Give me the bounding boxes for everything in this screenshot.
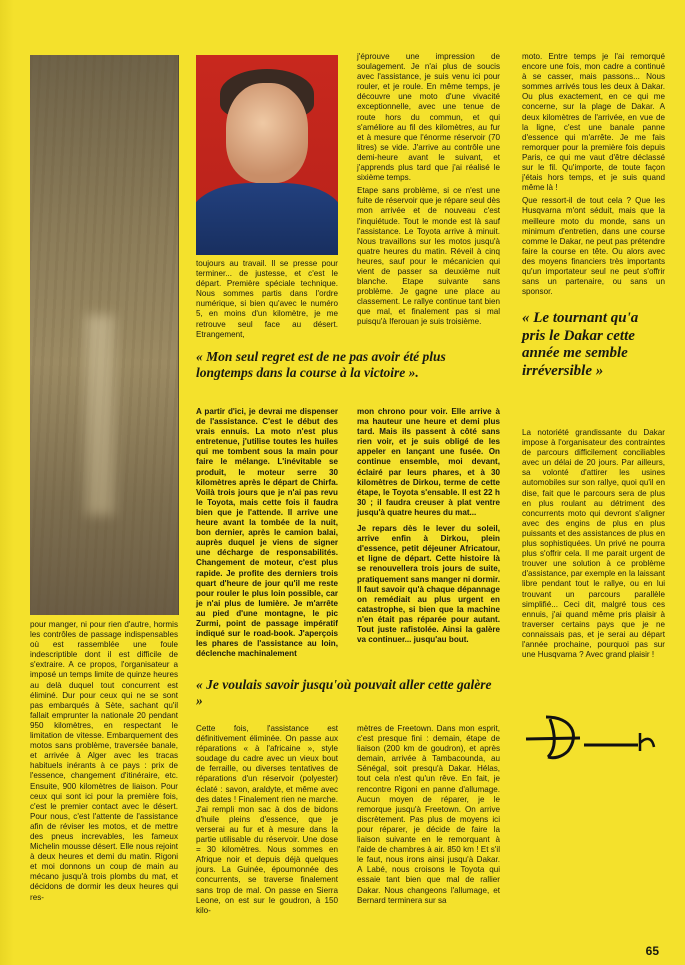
page-number: 65 — [645, 944, 659, 958]
portrait-suit — [196, 183, 338, 255]
text-column-4-top — [522, 52, 665, 300]
paragraph: A partir d'ici, je devrai me dispenser de l'assistance. C'est le début des vrais ennuis. La moto n'est plus entretenue, j'utilise toutes les huiles qui me tombent sous la main pour faire le mélange. L'inévitable se produit, le moteur serre 30 kilomètres après le départ de Chirfa. Voilà trois jours que je n'ai pas revu le Toyota, mais cette fois il faudra bien que je l'attende. Il arrive une heure avant la tombée de la nuit, bon dernier, après le camion balai, auprès duquel je viens de signer une décharge de responsabilités. Changement de moteur, c'est plus rapide. Je profite des derniers trois quart d'heure de jour qu'il me reste pour rouler le plus loin possible, car je n'ai plus de lumière. Je m'arrête au pied d'une montagne, le pic Zurmi, point de passage impératif indiqué sur le road-book. J'aperçois les phares de l'assistance au loin, déclenche machinalement — [196, 407, 338, 659]
page-edge — [0, 0, 14, 965]
desert-photo — [30, 55, 179, 615]
photo-highlight — [86, 315, 114, 515]
text-under-portrait — [196, 259, 338, 343]
text-column-3-bottom — [357, 724, 500, 909]
pull-quote-galere: « Je voulais savoir jusqu'où pouvait aller cette galère » — [196, 677, 492, 708]
paragraph: Que ressort-il de tout cela ? Que les Husqvarna m'ont séduit, mais que la meilleure moto du monde, sans un minimum d'entretien, dans une course comme le Dakar, ne peut pas prétendre faire la course en tête. Ou alors avec des moyens financiers très importants qu'un importateur seul ne peut s'offrir sans un partenaire, ou sans un sponsor. — [522, 196, 665, 297]
rider-portrait-photo — [196, 55, 338, 255]
paragraph: La notoriété grandissante du Dakar impose à l'organisateur des contraintes de parcours difficilement conciliables avec un délai de 20 jours. Par ailleurs, sa volonté d'attirer les usines automobiles sur son rallye, quoi qu'il en dise, fait que le parcours sera de plus en plus roulant au détriment des concurrents moto qui devront s'aligner avec des engins de plus en plus puissants et des assistances de plus en plus sophistiquées. Un privé ne pourra plus s'offrir cela. Il me parait urgent de trouver une solution à ce problème d'assistance, par exemple en la laissant libre pendant tout le rallye, ou en lui trouvant un parcours parallèle simplifié... Ceci dit, malgré tous ces ennuis, j'ai quand même pris plaisir à traverser certains pays que je ne connaissais pas, et je serai au départ l'année prochaine, pourquoi pas sur une Husqvarna ? Avec grand plaisir ! — [522, 428, 665, 660]
paragraph: pour manger, ni pour rien d'autre, hormis les contrôles de passage indispensables où est rassemblée une foule indescriptible dont il est difficile de s'extraire. A ce propos, l'organisateur a imposé un temps limite de quinze heures au delà duquel tout concurrent est éliminé. Dur pour ceux qui ne se sont pas embarqués à Sète, sachant qu'il fallait emprunter la nationale 20 pendant 950 kilomètres, en respectant le limitation de vitesse. Embarquement des motos sans problème, traversée banale, et arrivée à Alger avec les tracas habituels inérants à ce pays : prix de l'essence, changement d'itinéraire, etc. Ensuite, 900 kilomètres de liaison. Pour ceux qui sont ici pour la première fois, c'est le premier contact avec le désert. Pour nous, c'est l'attente de l'assistance afin de réviser les motos, et de mettre des pneus increvables, les fameux Michelin mousse désert. Elle nous rejoint à deux heures et demi du matin. Rigoni et moi donnons un coup de main au mécano jusqu'à trois plombs du mat, et décidons de dormir les deux heures qui res- — [30, 620, 178, 902]
text-column-2-bottom — [196, 724, 338, 919]
author-signature — [520, 705, 675, 765]
paragraph: Je repars dès le lever du soleil, arrive enfin à Dirkou, plein d'essence, petit déjeuner Africatour, et ligne de départ. Cette histoire là se renouvellera trois jours de suite, pratiquement sans manger ni dormir. Il faut savoir qu'à chaque dépannage on remédiait au plus urgent en catastrophe, si bien que la machine n'en était pas réparée pour autant. Tout juste rafistolée. Ainsi la galère va continuer... jusqu'au bout. — [357, 524, 500, 645]
paragraph: Cette fois, l'assistance est définitivement éliminée. On passe aux réparations « à l'africaine », style soudage du cadre avec un vieux bout de ferraille, ou diverses tentatives de réparations d'un réservoir (polyester) éclaté : savon, araldyte, et même avec des dates ! Finalement rien ne marche. J'ai rempli mon sac à dos de bidons d'huile pleins d'essence, que je verserai au fur et à mesure dans la partie utilisable du réservoir. Une dose = 30 kilomètres. Nous sommes en Afrique noir et depuis déjà quelques jours. La Guinée, époumonnée des concurrents, se traverse finalement sans trop de mal. On passe en Sierra Leone, on est sur le goudron, à 150 kilo- — [196, 724, 338, 915]
text-column-3-middle — [357, 407, 500, 648]
pull-quote-dakar: « Le tournant qu'a pris le Dakar cette année me semble irréversible » — [522, 310, 639, 379]
paragraph: j'éprouve une impression de soulagement. Je n'ai plus de soucis avec l'assistance, je suis venu ici pour rouler, et je roule. En même temps, je découvre une moto d'une vivacité exceptionnelle, avec une tenue de route hors du commun, et qui s'améliore au fil des kilomètres, au fur et à mesure que l'énorme réservoir (70 litres) se vide. J'arrive au contrôle une demi-heure avant le suivant, et j'apprends plus tard que j'ai réalisé le sixième temps. — [357, 52, 500, 183]
pull-quote-regret: « Mon seul regret est de ne pas avoir été plus longtemps dans la course à la victoire ». — [196, 349, 446, 380]
text-column-1-bottom — [30, 620, 178, 906]
paragraph: mon chrono pour voir. Elle arrive à ma hauteur une heure et demi plus tard. Mais ils passent à côté sans rien voir, et je suis obligé de les appeler en lançant une fusée. On continue ensemble, moi devant, éclairé par leurs phares, et à 30 kilomètres de Dirkou, terme de cette étape, le Toyota s'ensable. Il est 22 h 30 ; il faudra creuser à plat ventre jusqu'à quatre heures du mat... — [357, 407, 500, 517]
paragraph: mètres de Freetown. Dans mon esprit, c'est presque fini : demain, étape de liaison (200 km de goudron), et après demain, arrivée à Tambacounda, au Sénégal, soit presqu'à Dakar. Hélas, tout cela n'est qu'un rêve. En fait, je rencontre Rigoni en panne d'allumage. Aucun moyen de réparer, je le remorque jusqu'à Freetown. On arrive discrètement. Pas plus de moyens ici pour réparer, je décide de faire la liaison suivante en le remorquant à l'aide de chambres à air. 850 km ! Et s'il le faut, nous irons ainsi jusqu'à Dakar. A Labé, nous croisons le Toyota qui essaie tant bien que mal de rallier Dakar. Nous changeons l'allumage, et Bernard terminera sur sa — [357, 724, 500, 905]
paragraph: Etape sans problème, si ce n'est une fuite de réservoir que je répare seul dès mon arrivée et de nouveau c'est l'inquiétude. Tout le monde est là sauf l'assistance. Le Toyota arrive à minuit. Nous travaillons sur les motos jusqu'à quatre heures du matin. Réveil à cinq heures, sauf pour le mécanicien qui vient de passer sa deuxième nuit blanche. Etape suivante sans problème. Je gagne une place au classement. Le rallye continue tant bien que mal, et finalement pas si mal puisqu'à Iferouan je suis troisième. — [357, 186, 500, 327]
text-column-3-top — [357, 52, 500, 331]
paragraph: moto. Entre temps je l'ai remorqué encore une fois, mon cadre a continué à se casser, mais passons... Nous sommes arrivés tous les deux à Dakar. Ou plus exactement, en ce qui me concerne, sur la plage de Dakar. A deux kilomètres de l'arrivée, en vue de la ligne, c'est une banale panne d'essence qui m'arrête. Je me fais remorquer pour la première fois depuis Paris, ce qui me vaut d'être déclassé sur le fil. Qu'importe, de toute façon j'étais hors temps, et je suis quand même là ! — [522, 52, 665, 193]
text-column-2-middle — [196, 407, 338, 662]
text-column-4-middle — [522, 428, 665, 663]
paragraph: toujours au travail. Il se presse pour terminer... de justesse, et c'est le départ. Première spéciale technique. Nous sommes partis dans l'ordre numérique, si bien qu'avec le numéro 5, en moins d'un kilomètre, je me retrouve seul face au désert. Etrangement, — [196, 259, 338, 339]
portrait-face — [226, 83, 308, 183]
